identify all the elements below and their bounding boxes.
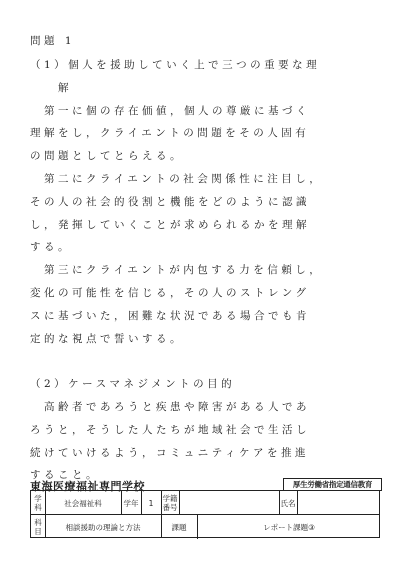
text-line: 変化の可能性を信じる，その人のストレング bbox=[30, 287, 310, 299]
text-line: 続けていけるよう，コミュニティケアを推進 bbox=[30, 446, 309, 459]
label-gakka: 学科 bbox=[34, 494, 42, 512]
text-line: ろうと，そうした人たちが地域社会で生活し bbox=[30, 423, 310, 436]
question-header: 問題 1 bbox=[30, 35, 76, 47]
value-gakka: 社会福祉科 bbox=[64, 498, 102, 508]
text-line: し，発揮していくことが求められるかを理解 bbox=[30, 218, 310, 231]
text-line: すること。 bbox=[30, 469, 100, 482]
text-line: その人の社会的役割と機能をどのように認識 bbox=[30, 195, 310, 208]
text-line: （2）ケースマネジメントの目的 bbox=[30, 378, 236, 391]
value-gakunen: 1 bbox=[148, 498, 154, 508]
text-line: 第一に個の存在価値，個人の尊厳に基づく bbox=[30, 104, 310, 117]
value-shimei bbox=[297, 491, 381, 515]
text-line: 理解をし，クライエントの問題をその人固有 bbox=[30, 127, 310, 140]
value-kadai: レポート課題③ bbox=[263, 522, 315, 532]
text-line: スに基づいた，困難な状況である場合でも肯 bbox=[30, 309, 310, 322]
text-line: （1）個人を援助していく上で三つの重要な理 bbox=[30, 59, 321, 71]
text-line: 定的な視点で誓いする。 bbox=[30, 332, 184, 345]
label-kadai: 課題 bbox=[171, 522, 187, 532]
text-line: 第三にクライエントが内包する力を信頼し， bbox=[30, 264, 324, 277]
accreditation-stamp: 厚生労働省指定通信教育 bbox=[283, 478, 382, 491]
label-gakuseki: 学籍 番号 bbox=[162, 494, 178, 512]
value-kamoku: 相談援助の理論と方法 bbox=[65, 522, 141, 532]
school-name: 東海医療福祉専門学校 bbox=[30, 480, 145, 493]
label-shimei: 氏名 bbox=[280, 498, 296, 508]
label-gakunen: 学年 bbox=[123, 498, 139, 508]
student-info-table bbox=[30, 490, 380, 538]
text-line: 高齢者であろうと疾患や障害がある人であ bbox=[30, 401, 310, 413]
value-gakuseki bbox=[179, 491, 279, 515]
label-kamoku: 科目 bbox=[34, 518, 42, 536]
text-line: 第二にクライエントの社会関係性に注目し， bbox=[30, 173, 324, 185]
text-line: 解 bbox=[30, 81, 72, 94]
text-line: する。 bbox=[30, 241, 72, 254]
text-line: の問題としてとらえる。 bbox=[30, 150, 184, 163]
